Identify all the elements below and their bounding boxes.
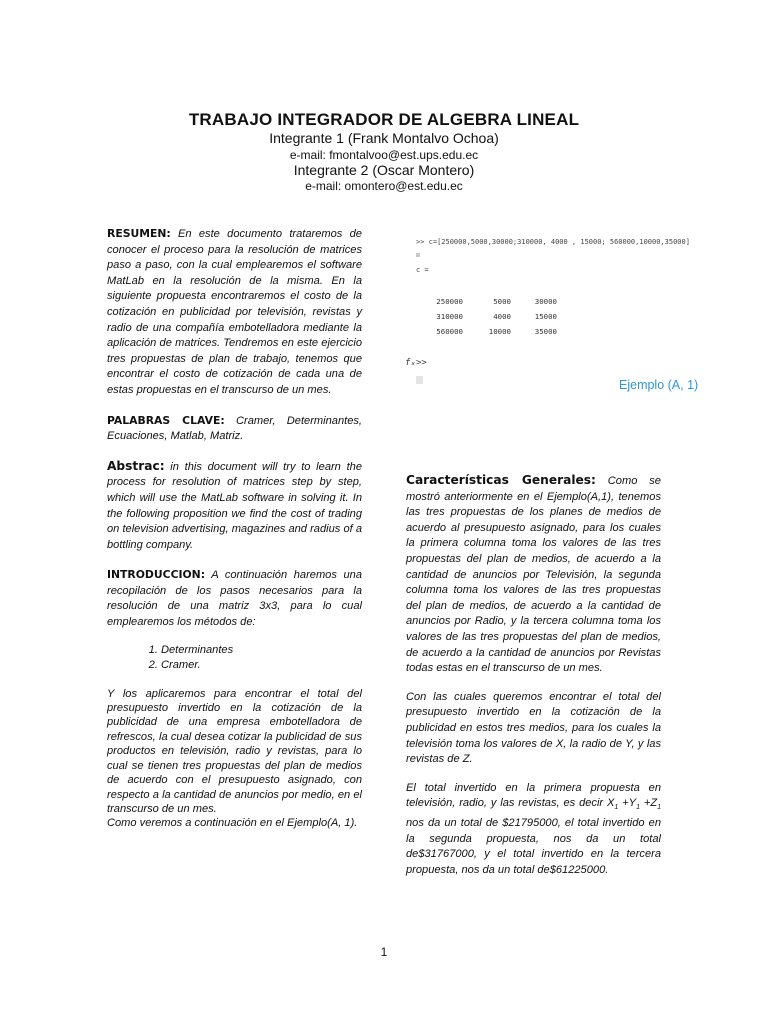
abstract-paragraph xyxy=(107,459,362,554)
para-1: Y los aplicaremos para encontrar el total del presupuesto invertido en la cotización de la publicidad de una empresa embotelladora de refrescos, la cual desea cotizar la publicidad de sus productos en televisión, radio y revistas, para lo cual se tienen tres propuestas del plan de medios de acuerdo con el presupuesto asignado, con respecto a la cantidad de anuncios por medio, en el transcurso de un mes. xyxy=(107,687,362,815)
para-2: Como veremos a continuación en el Ejemplo(A, 1). xyxy=(107,817,358,830)
matrix-cell: 560000 xyxy=(436,327,463,336)
figure-caption: Ejemplo (A, 1) xyxy=(619,378,699,392)
intro-paragraph xyxy=(107,567,362,630)
resumen-label: RESUMEN: xyxy=(107,227,171,240)
matlab-variable: c = xyxy=(416,266,429,274)
totals-text-b: nos da un total de $21795000, el total invertido en la segunda propuesta, nos da un total de$31767000, y el total invertido en la tercera propuesta, nos da un total de$61225000. xyxy=(406,817,661,876)
author-1: Integrante 1 (Frank Montalvo Ochoa) xyxy=(269,130,499,146)
matrix-cell: 4000 xyxy=(493,312,511,321)
characteristics-label: Características Generales: xyxy=(406,473,596,487)
list-item: 2. Cramer. xyxy=(161,658,362,673)
matrix-cell: 5000 xyxy=(493,297,511,306)
characteristics-paragraph xyxy=(406,473,661,677)
methods-list xyxy=(107,643,362,673)
matlab-command: >> c=[250000,5000,30000;310000, 4000 , 15000; 560000,10000,35000] xyxy=(416,238,690,246)
resumen-paragraph xyxy=(107,226,362,399)
left-column xyxy=(107,226,362,831)
scroll-mark xyxy=(416,376,423,384)
variables-paragraph: Con las cuales queremos encontrar el total del presupuesto invertido en la cotización de la publicidad en estos tres medios, para los cuales la televisión toma los valores de X, la radio de Y, y las revistas de Z. xyxy=(406,690,661,766)
keywords-text: Cramer, Determinantes, Ecuaciones, Matlab, Matriz. xyxy=(107,414,362,443)
characteristics-text: Como se mostró anteriormente en el Ejemplo(A,1), tenemos las tres propuestas de los planes de medios de acuerdo al presupuesto asignado, para los cuales la primera columna toma los valores de las tres propuestas del plan de medios, de acuerdo a la cantidad de anuncios por Televisión, la segunda columna toma los valores de las tres propuestas del plan de medios, de acuerdo a la cantidad de anuncios por Radio, y la tercera columna toma los valores de las tres propuestas del plan de medios, de acuerdo a la cantidad de anuncios por Revistas todas estas en el transcurso de un mes. xyxy=(406,475,661,675)
page-number: 1 xyxy=(380,945,388,959)
resumen-text: En este documento trataremos de conocer el proceso para la resolución de matrices paso a paso, con la cual emplearemos el software MatLab en la resolución de la misma. En la siguiente propuesta encontraremos el costo de la cotización en publicidad por televisión, revistas y radio de una compañía embotelladora mediante la aplicación de matrices. Tendremos en este ejercicio tres propuestas de plan de trabajo, tenemos que encontrar el costo de cotización de cada una de estas propuestas en el transcurso de un mes. xyxy=(107,228,362,396)
intro-text: A continuación haremos una recopilación de los pasos necesarios para la resolución de una matriz 3x3, para lo cual emplearemos los métodos de: xyxy=(107,569,363,629)
keywords-label: PALABRAS CLAVE: xyxy=(107,413,225,427)
matrix-cell: 10000 xyxy=(488,327,511,336)
matrix-cell: 30000 xyxy=(534,297,557,306)
right-column xyxy=(406,473,661,892)
email-1: e-mail: fmontalvoo@est.ups.edu.ec xyxy=(289,148,479,162)
totals-text-a: El total invertido en la primera propuesta en televisión, radio, y las revistas, es decir X xyxy=(406,781,661,810)
author-2: Integrante 2 (Oscar Montero) xyxy=(293,162,475,178)
matrix-cell: 35000 xyxy=(534,327,557,336)
subscript: 1 xyxy=(657,804,662,812)
plus-z: +Z xyxy=(639,797,658,810)
matlab-prompt: >> xyxy=(416,358,427,368)
abstract-text: in this document will try to learn the process for resolution of matrices step by step, which will use the MatLab software in solving it. In the following proposition we find the cost of trading on television advertising, magazines and radius of a bottling company. xyxy=(107,460,362,551)
matrix-cell: 250000 xyxy=(436,297,463,306)
email-2: e-mail: omontero@est.edu.ec xyxy=(305,179,463,193)
keywords-paragraph xyxy=(107,413,362,445)
subscript: 1 xyxy=(614,804,619,812)
list-item: 1. Determinantes xyxy=(161,643,362,658)
paper-title: TRABAJO INTEGRADOR DE ALGEBRA LINEAL xyxy=(188,110,580,129)
matrix-cell: 310000 xyxy=(436,312,463,321)
intro-label: INTRODUCCION: xyxy=(107,568,206,582)
totals-paragraph xyxy=(406,781,661,879)
subscript: 1 xyxy=(636,804,640,812)
matrix-cell: 15000 xyxy=(534,312,557,321)
plus-y: +Y xyxy=(618,797,637,810)
separator-mark xyxy=(416,253,420,257)
abstract-label: Abstrac: xyxy=(107,458,165,473)
function-icon: fₓ xyxy=(405,358,416,368)
